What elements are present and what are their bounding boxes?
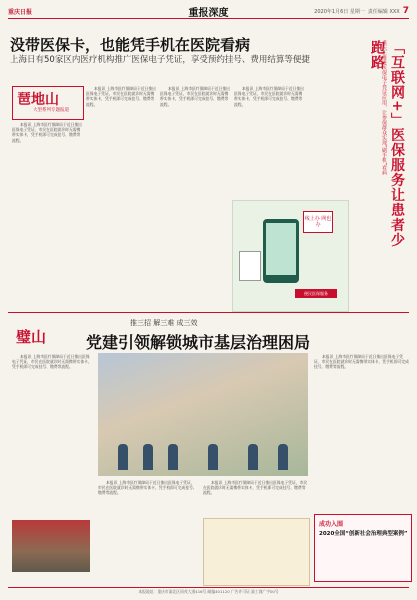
speech-bubble: 线上办 网也办	[303, 211, 333, 233]
photo-figure	[118, 444, 128, 470]
body-text: 本报讯 上海市医疗保障局于近日推出医保电子凭证，市民在医院就诊时无需携带实体卡，凭手机即可完成挂号、缴费等流程。	[160, 86, 230, 107]
page-info	[314, 6, 409, 16]
body-text: 本报讯 上海市医疗保障局于近日推出医保电子凭证，市民在医院就诊时无需携带实体卡，凭手机即可完成挂号、缴费等流程。	[234, 86, 304, 107]
photo-figure	[168, 444, 178, 470]
body-text: 本报讯 上海市医疗保障局于近日推出医保电子凭证，市民在医院就诊时无需携带实体卡，凭手机即可完成挂号、缴费等流程。	[203, 480, 308, 496]
document-icon	[239, 251, 261, 281]
photo-figure	[278, 444, 288, 470]
series-logo-subtitle: 大型系列专题报道	[33, 108, 69, 113]
body-text: 本报讯 上海市医疗保障局于近日推出医保电子凭证，市民在医院就诊时无需携带实体卡，凭手机即可完成挂号、缴费等流程。	[314, 354, 409, 370]
sidebar-title: 「互联网+」医保服务让患者少跑路	[369, 40, 405, 248]
photo-figure	[248, 444, 258, 470]
body-text: 本报讯 上海市医疗保障局于近日推出医保电子凭证，市民在医院就诊时无需携带实体卡，凭手机即可完成挂号、缴费等流程。	[12, 354, 92, 370]
article1-column-2	[86, 86, 156, 308]
article1-headline: 没带医保卡，也能凭手机在医院看病	[10, 36, 251, 54]
award-title: 成功入围	[319, 521, 344, 528]
article1-subhead: 上海日有50家区内医疗机构推广医保电子凭证，享受预约挂号、费用结算等便捷	[10, 55, 310, 65]
top-bar	[8, 4, 409, 19]
date: 2020年1月6日 星期一	[314, 8, 365, 15]
illustration	[232, 200, 349, 312]
article2-headline: 党建引领解锁城市基层治理困局	[86, 333, 311, 352]
article2-column-2	[98, 480, 198, 584]
phone-icon	[263, 219, 299, 283]
footer: 本报地址：重庆市渝北区同茂大道416号 邮编401120 广告许可证 渝工商广字00号	[8, 587, 409, 596]
editor: 责任编辑 XXX	[367, 8, 400, 15]
section-divider	[8, 312, 409, 313]
article2-kicker: 推三招 解三难 成三效	[130, 319, 198, 327]
body-text: 本报讯 上海市医疗保障局于近日推出医保电子凭证，市民在医院就诊时无需携带实体卡，凭手机即可完成挂号、缴费等流程。	[98, 480, 197, 496]
series-logo-title: 琶地山	[17, 92, 59, 108]
body-text: 本报讯 上海市医疗保障局于近日推出医保电子凭证，市民在医院就诊时无需携带实体卡，凭手机即可完成挂号、缴费等流程。	[86, 86, 156, 107]
article2-column-right	[314, 354, 410, 510]
article2-logo: 璧山	[16, 328, 47, 346]
service-banner: 便民医保服务	[295, 289, 337, 298]
article1-column-4	[234, 86, 304, 196]
article2-column-3	[203, 480, 308, 516]
series-logo	[12, 86, 84, 120]
award-box	[314, 514, 412, 582]
article2-column-1	[12, 354, 92, 514]
page-number: 7	[402, 6, 409, 16]
sidebar-column	[351, 40, 409, 262]
section-title: 重报深度	[188, 7, 229, 19]
article1-column-3	[160, 86, 230, 308]
award-subtitle: 2020全国“创新社会治理典型案例”	[319, 531, 408, 537]
sidebar-subtitle: 重庆正推进医保电子凭证应用，让参保群众实现“刷手机”看病	[381, 40, 387, 176]
bottom-left-photo	[12, 520, 90, 572]
photo-figure	[143, 444, 153, 470]
info-box	[203, 518, 310, 586]
masthead: 重庆日报	[8, 8, 33, 16]
body-text: 本报讯 上海市医疗保障局于近日推出医保电子凭证，市民在医院就诊时无需携带实体卡，凭手机即可完成挂号、缴费等流程。	[12, 122, 82, 143]
photo-figure	[208, 444, 218, 470]
main-photo	[98, 353, 308, 476]
article1-column-1	[12, 122, 82, 307]
